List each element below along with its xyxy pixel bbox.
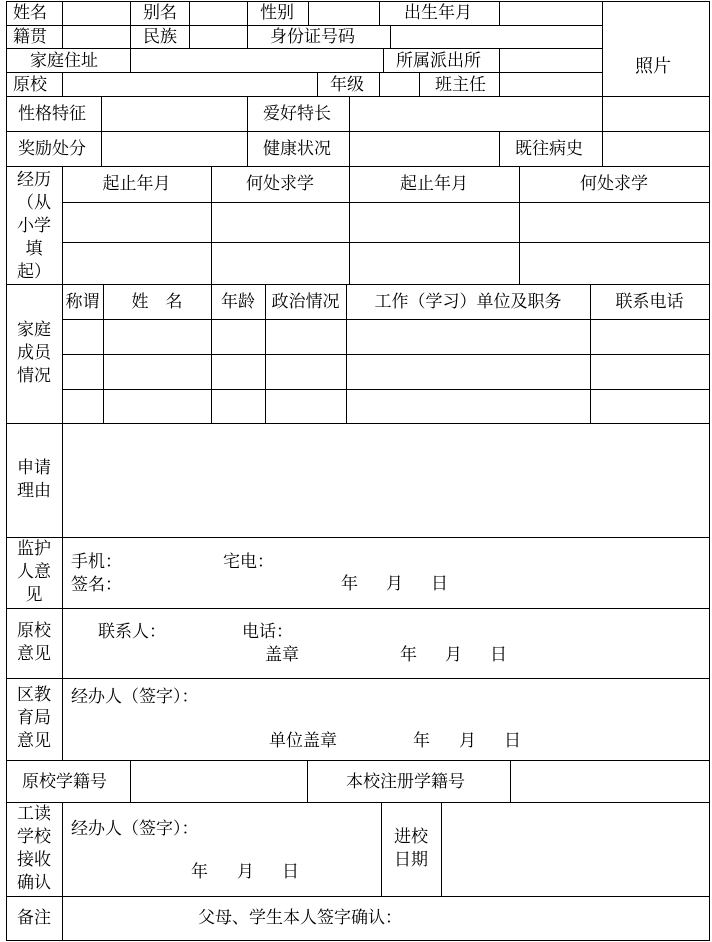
family-header-political: 政治情况 xyxy=(271,292,340,312)
guardian-signature-label: 签名： xyxy=(71,575,122,595)
orig-school-opinion-label: 原校 意见 xyxy=(17,621,51,664)
orig-school-phone-label: 电话： xyxy=(242,622,293,642)
orig-school-date-month: 月 xyxy=(445,645,462,665)
label-hobby: 爱好特长 xyxy=(263,104,331,124)
photo-placeholder: 照片 xyxy=(635,56,671,77)
entry-date-label: 进校 日期 xyxy=(394,827,428,870)
label-ethnicity: 民族 xyxy=(143,27,177,47)
experience-header-period-2: 起止年月 xyxy=(400,174,468,194)
experience-header-period-1: 起止年月 xyxy=(102,174,171,194)
receive-confirm-label: 工读 学校 接收 确认 xyxy=(17,804,51,893)
label-native-place: 籍贯 xyxy=(13,27,47,47)
family-label: 家庭 成员 情况 xyxy=(17,320,51,386)
district-seal-label: 单位盖章 xyxy=(269,731,337,751)
label-personality: 性格特征 xyxy=(18,104,86,124)
guardian-home-phone-label: 宅电： xyxy=(223,552,274,572)
family-header-relation: 称谓 xyxy=(65,292,100,312)
label-original-school: 原校 xyxy=(13,75,47,95)
label-police-station: 所属派出所 xyxy=(396,51,481,71)
family-header-phone: 联系电话 xyxy=(615,292,684,312)
label-id-number: 身份证号码 xyxy=(270,27,355,47)
guardian-mobile-label: 手机： xyxy=(71,552,122,572)
label-local-student-id: 本校注册学籍号 xyxy=(346,772,465,792)
label-medical-history: 既往病史 xyxy=(515,139,583,159)
label-alias: 别名 xyxy=(143,3,177,23)
experience-label: 经历 （从 小学 填 起） xyxy=(17,170,51,282)
label-grade: 年级 xyxy=(330,75,364,95)
label-home-address: 家庭住址 xyxy=(30,51,98,71)
district-date-year: 年 xyxy=(413,731,430,751)
district-date-month: 月 xyxy=(459,731,476,751)
orig-school-date-day: 日 xyxy=(490,645,507,665)
receive-date-day: 日 xyxy=(282,862,299,882)
guardian-date-day: 日 xyxy=(431,574,448,594)
label-birth: 出生年月 xyxy=(404,3,472,23)
experience-header-school-2: 何处求学 xyxy=(580,174,648,194)
family-header-work-unit: 工作（学习）单位及职务 xyxy=(374,292,562,312)
district-handler-label: 经办人（签字）： xyxy=(71,687,199,707)
family-header-name: 姓 名 xyxy=(131,292,183,312)
receive-date-year: 年 xyxy=(191,862,208,882)
district-date-day: 日 xyxy=(504,731,521,751)
reason-label: 申请 理由 xyxy=(17,458,51,501)
label-reward-punishment: 奖励处分 xyxy=(18,139,86,159)
orig-school-contact-label: 联系人： xyxy=(98,622,166,642)
label-gender: 性别 xyxy=(260,3,294,23)
remark-confirm-text: 父母、学生本人签字确认： xyxy=(198,908,402,928)
label-orig-student-id: 原校学籍号 xyxy=(22,772,107,792)
orig-school-date-year: 年 xyxy=(400,645,417,665)
orig-school-seal-label: 盖章 xyxy=(265,645,299,665)
label-class-teacher: 班主任 xyxy=(435,75,486,95)
experience-header-school-1: 何处求学 xyxy=(246,174,314,194)
label-health: 健康状况 xyxy=(263,139,331,159)
label-name: 姓名 xyxy=(13,3,47,23)
receive-handler-label: 经办人（签字）： xyxy=(71,819,199,839)
family-header-age: 年龄 xyxy=(221,292,255,312)
guardian-date-year: 年 xyxy=(341,574,358,594)
receive-date-month: 月 xyxy=(237,862,254,882)
guardian-date-month: 月 xyxy=(386,574,403,594)
guardian-label: 监护 人意 见 xyxy=(17,539,51,605)
district-opinion-label: 区教 育局 意见 xyxy=(17,685,51,751)
label-remark: 备注 xyxy=(17,908,51,928)
